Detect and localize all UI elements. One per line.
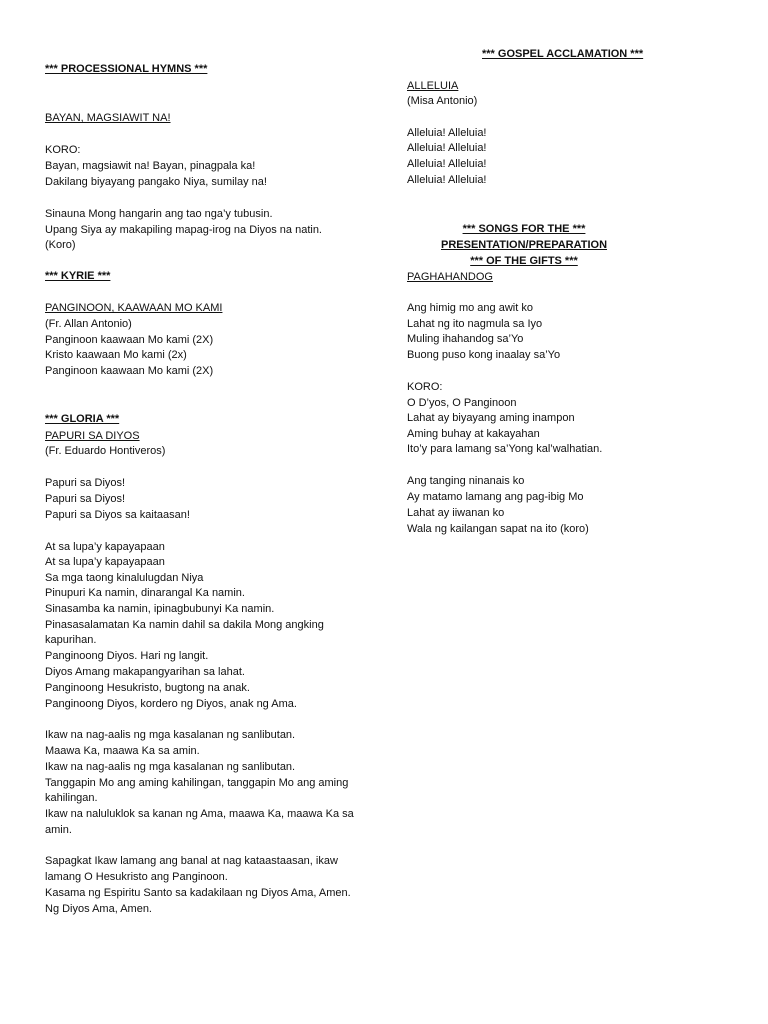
lyric-line: Sinauna Mong hangarin ang tao nga’y tubusin. — [45, 208, 273, 220]
lyric-line: Lahat ay iiwanan ko — [407, 507, 505, 519]
lyric-line: Papuri sa Diyos! — [45, 477, 126, 489]
lyric-line: Pinupuri Ka namin, dinarangal Ka namin. — [45, 587, 245, 599]
lyric-line: Ikaw na naluluklok sa kanan ng Ama, maawa Ka, maawa Ka sa — [45, 808, 354, 820]
lyric-line: Sapagkat Ikaw lamang ang banal at nag kataastaasan, ikaw — [45, 855, 338, 867]
lyric-line: Ito’y para lamang sa’Yong kal’walhatian. — [407, 443, 603, 455]
lyric-line: kapurihan. — [45, 634, 97, 646]
lyric-line: Ay matamo lamang ang pag-ibig Mo — [407, 491, 584, 503]
lyric-line: Alleluia! Alleluia! — [407, 158, 487, 170]
lyric-line: KORO: — [45, 144, 81, 156]
gifts-header-line: *** OF THE GIFTS *** — [470, 255, 578, 267]
bayan-title: BAYAN, MAGSIAWIT NA! — [45, 112, 171, 124]
lyric-line: Ng Diyos Ama, Amen. — [45, 903, 152, 915]
gloria-title: PAPURI SA DIYOS — [45, 430, 140, 442]
lyric-line: Buong puso kong inaalay sa’Yo — [407, 349, 561, 361]
lyric-line: Muling ihahandog sa’Yo — [407, 333, 524, 345]
lyric-line: Alleluia! Alleluia! — [407, 127, 487, 139]
gospel-header: *** GOSPEL ACCLAMATION *** — [482, 48, 644, 60]
processional-header: *** PROCESSIONAL HYMNS *** — [45, 63, 208, 75]
lyric-line: (Fr. Allan Antonio) — [45, 318, 132, 330]
lyric-line: Ikaw na nag-aalis ng mga kasalanan ng sanlibutan. — [45, 729, 296, 741]
lyric-line: Tanggapin Mo ang aming kahilingan, tanggapin Mo ang aming — [45, 777, 349, 789]
lyric-line: Lahat ng ito nagmula sa Iyo — [407, 318, 543, 330]
alleluia-title: ALLELUIA — [407, 80, 459, 92]
lyric-line: Panginoong Hesukristo, bugtong na anak. — [45, 682, 250, 694]
lyric-line: lamang O Hesukristo ang Panginoon. — [45, 871, 228, 883]
lyric-line: Alleluia! Alleluia! — [407, 174, 487, 186]
lyric-line: Aming buhay at kakayahan — [407, 428, 540, 440]
lyric-line: Papuri sa Diyos sa kaitaasan! — [45, 509, 190, 521]
lyric-line: Panginoong Diyos, kordero ng Diyos, anak ng Ama. — [45, 698, 297, 710]
lyric-line: Papuri sa Diyos! — [45, 493, 126, 505]
lyric-line: KORO: — [407, 381, 443, 393]
lyric-line: Sa mga taong kinalulugdan Niya — [45, 572, 204, 584]
lyric-line: Kristo kaawaan Mo kami (2x) — [45, 349, 187, 361]
lyric-line: Maawa Ka, maawa Ka sa amin. — [45, 745, 200, 757]
lyric-line: (Fr. Eduardo Hontiveros) — [45, 445, 166, 457]
kyrie-header: *** KYRIE *** — [45, 270, 111, 282]
lyric-line: (Misa Antonio) — [407, 95, 478, 107]
lyric-line: O D’yos, O Panginoon — [407, 397, 517, 409]
lyric-line: Bayan, magsiawit na! Bayan, pinagpala ka! — [45, 160, 256, 172]
lyric-line: Wala ng kailangan sapat na ito (koro) — [407, 523, 589, 535]
kyrie-title: PANGINOON, KAAWAAN MO KAMI — [45, 302, 223, 314]
lyric-line: Kasama ng Espiritu Santo sa kadakilaan ng Diyos Ama, Amen. — [45, 887, 351, 899]
paghahandog-title: PAGHAHANDOG — [407, 271, 493, 283]
lyric-line: Ang himig mo ang awit ko — [407, 302, 533, 314]
gifts-header-line: *** SONGS FOR THE *** — [462, 223, 586, 235]
lyric-line: Pinasasalamatan Ka namin dahil sa dakila Mong angking — [45, 619, 324, 631]
lyric-line: At sa lupa’y kapayapaan — [45, 556, 165, 568]
lyric-line: Ikaw na nag-aalis ng mga kasalanan ng sanlibutan. — [45, 761, 296, 773]
lyric-line: amin. — [45, 824, 72, 836]
lyric-line: Panginoon kaawaan Mo kami (2X) — [45, 334, 214, 346]
gifts-header-line: PRESENTATION/PREPARATION — [440, 239, 608, 251]
gloria-header: *** GLORIA *** — [45, 413, 120, 425]
lyric-line: Panginoon kaawaan Mo kami (2X) — [45, 365, 214, 377]
lyric-line: Diyos Amang makapangyarihan sa lahat. — [45, 666, 245, 678]
lyric-line: (Koro) — [45, 239, 76, 251]
lyric-line: Alleluia! Alleluia! — [407, 142, 487, 154]
lyric-line: Panginoong Diyos. Hari ng langit. — [45, 650, 209, 662]
lyric-line: Ang tanging ninanais ko — [407, 475, 525, 487]
lyric-line: Lahat ay biyayang aming inampon — [407, 412, 575, 424]
lyric-line: At sa lupa’y kapayapaan — [45, 541, 165, 553]
lyric-line: Upang Siya ay makapiling mapag-irog na Diyos na natin. — [45, 224, 322, 236]
lyric-line: Sinasamba ka namin, ipinagbubunyi Ka namin. — [45, 603, 275, 615]
lyric-line: kahilingan. — [45, 792, 98, 804]
lyric-line: Dakilang biyayang pangako Niya, sumilay na! — [45, 176, 267, 188]
